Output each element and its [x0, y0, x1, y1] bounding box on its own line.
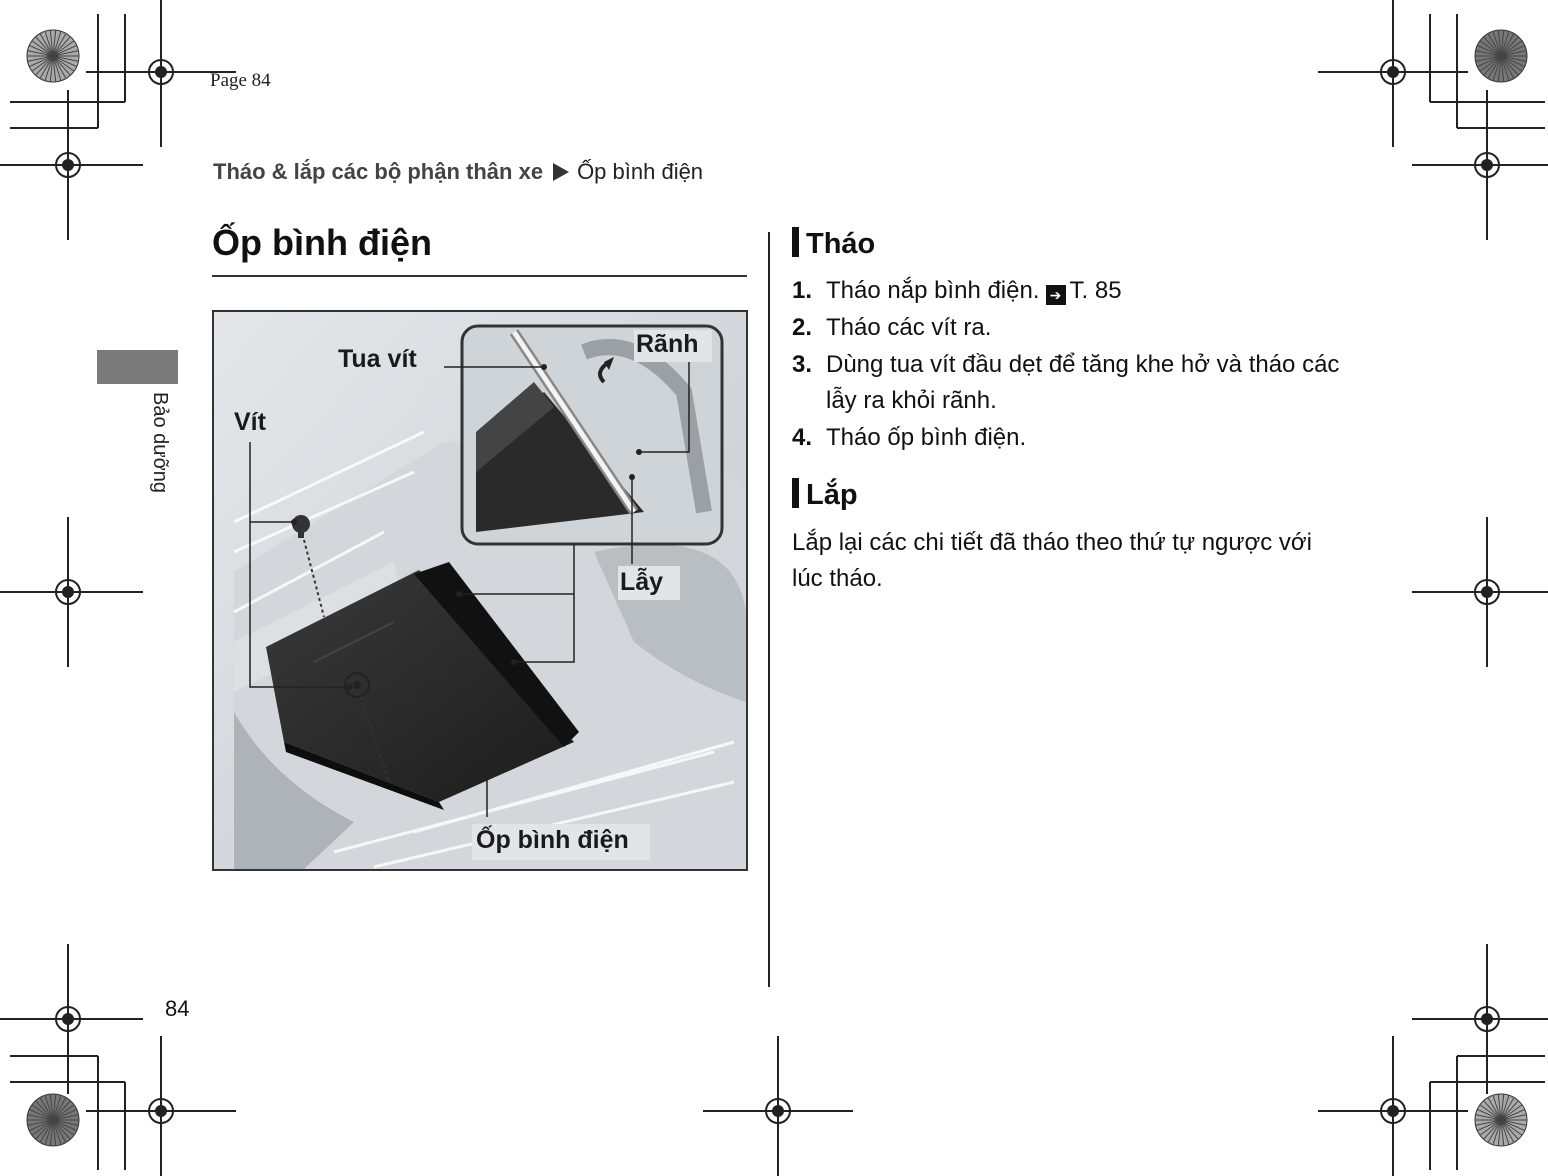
label-tab: Lẫy [620, 568, 664, 596]
label-groove: Rãnh [636, 330, 699, 358]
step-number: 2. [792, 314, 813, 341]
removal-heading-text: Tháo [806, 228, 876, 260]
step-number: 3. [792, 351, 813, 378]
battery-cover-illustration [212, 310, 748, 871]
color-rosette-icon [1475, 1094, 1527, 1146]
page-number: 84 [165, 996, 190, 1021]
install-heading [792, 478, 858, 512]
registration-crosshair-icon [0, 944, 143, 1094]
page-label: Page 84 [210, 70, 271, 91]
registration-crosshair-icon [1412, 517, 1548, 667]
breadcrumb [213, 159, 703, 185]
step-text [826, 273, 1352, 309]
registration-crosshair-icon [1318, 0, 1468, 147]
color-rosette-icon [27, 30, 79, 82]
step-item [792, 310, 1352, 346]
registration-crosshair-icon [1412, 90, 1548, 240]
step-item [792, 420, 1352, 456]
column-divider [768, 232, 770, 987]
step-text: Tháo các vít ra. [826, 314, 992, 341]
heading-bar [792, 227, 799, 257]
title-underline [212, 275, 747, 277]
cross-reference-arrow-icon: ➔ [1046, 285, 1066, 305]
label-screwdriver: Tua vít [338, 345, 417, 373]
breadcrumb-section: Tháo & lắp các bộ phận thân xe [213, 159, 544, 184]
install-heading-text: Lắp [806, 479, 858, 511]
side-tab-label: Bảo dưỡng [149, 392, 171, 494]
label-screw: Vít [234, 408, 266, 436]
step-number: 1. [792, 277, 813, 304]
removal-steps [792, 273, 1352, 457]
breadcrumb-current: Ốp bình điện [577, 159, 704, 184]
registration-crosshair-icon [703, 1036, 853, 1176]
heading-bar [792, 478, 799, 508]
registration-crosshair-icon [1318, 1036, 1468, 1176]
step-text-content: Tháo nắp bình điện. [826, 277, 1040, 304]
page-title: Ốp bình điện [212, 222, 432, 263]
step-text: Tháo ốp bình điện. [826, 424, 1027, 451]
step-item [792, 273, 1352, 309]
cross-reference-link[interactable]: T. 85 [1069, 277, 1122, 304]
side-tab-marker [97, 350, 178, 384]
step-text: Dùng tua vít đầu dẹt để tăng khe hở và tháo các lẫy ra khỏi rãnh. [826, 351, 1340, 414]
registration-crosshair-icon [86, 1036, 236, 1176]
label-battery-cover: Ốp bình điện [476, 826, 629, 854]
color-rosette-icon [1475, 30, 1527, 82]
color-rosette-icon [27, 1094, 79, 1146]
removal-heading [792, 227, 875, 261]
install-text: Lắp lại các chi tiết đã tháo theo thứ tự ngược với lúc tháo. [792, 529, 1312, 592]
registration-crosshair-icon [1412, 944, 1548, 1094]
step-item [792, 347, 1352, 419]
breadcrumb-arrow-icon [553, 163, 569, 181]
registration-crosshair-icon [0, 90, 143, 240]
registration-crosshair-icon [0, 517, 143, 667]
step-number: 4. [792, 424, 813, 451]
